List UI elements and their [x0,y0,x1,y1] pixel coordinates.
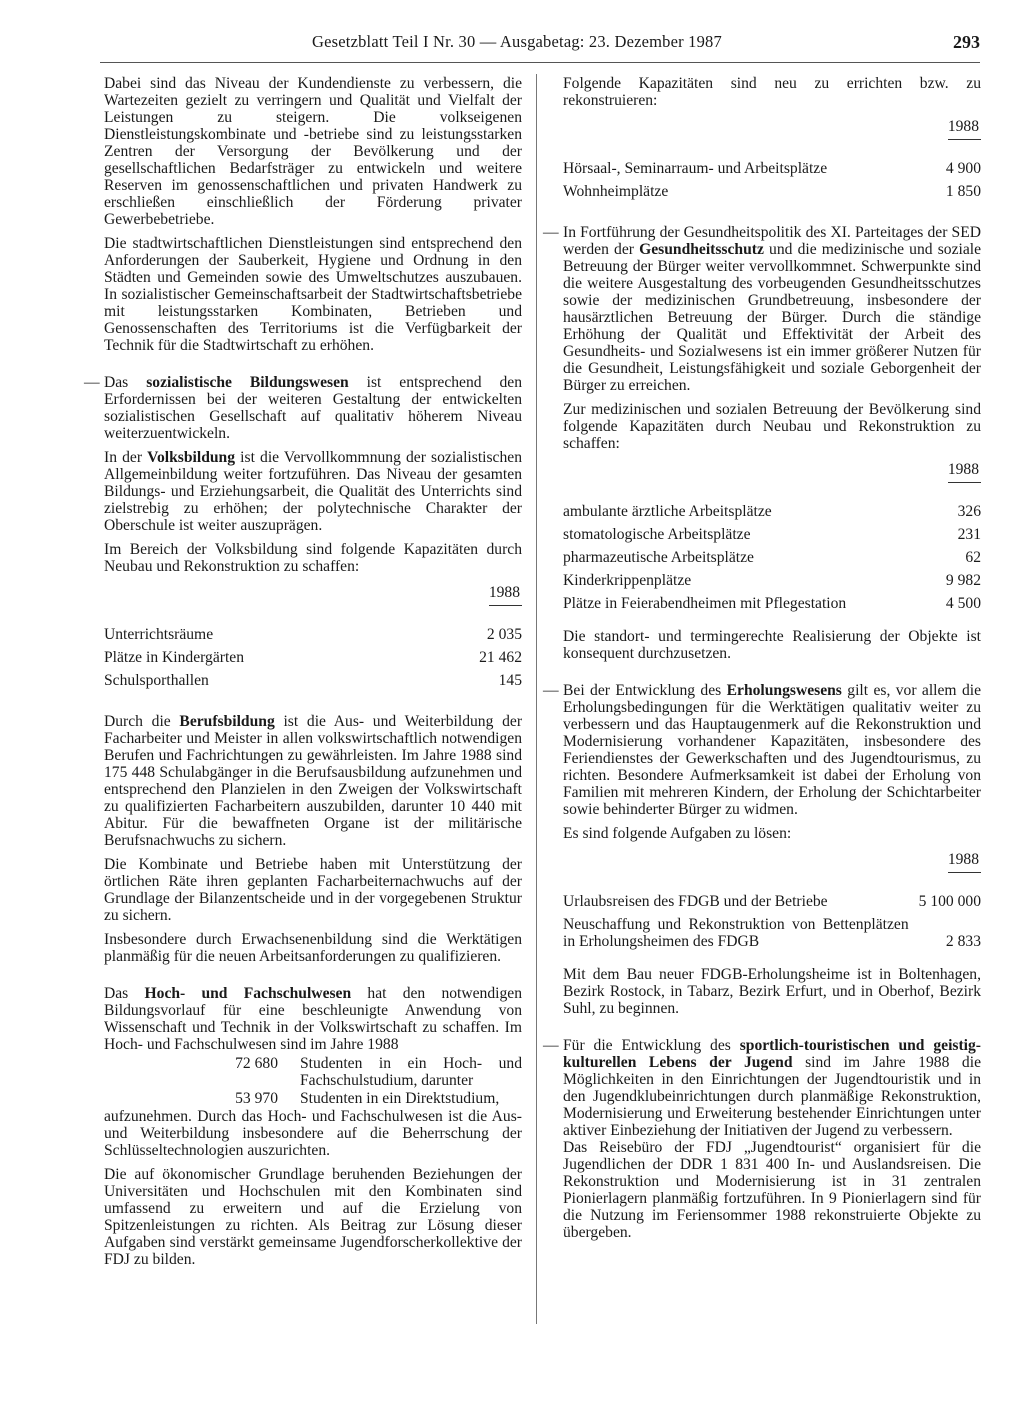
page-number: 293 [953,32,980,52]
paragraph [563,1037,981,1139]
paragraph: Die standort- und termingerechte Realisierung der Objekte ist konsequent durchzusetzen. [563,628,981,662]
capacity-table [104,582,522,693]
dash-marker: — [84,374,100,391]
section-erholungswesen [543,682,982,1017]
student-table [214,1055,522,1108]
row-label: Hörsaal-, Seminarraum- und Arbeitsplätze [563,160,828,177]
table-row [563,891,981,914]
dash-marker: — [543,1037,559,1054]
year-header: 1988 [948,461,981,483]
row-value: 2 833 [945,933,981,950]
paragraph [563,224,981,394]
dash-marker: — [543,224,559,241]
table-row [104,624,522,647]
dash-marker: — [543,682,559,699]
paragraph: Zur medizinischen und sozialen Betreuung der Bevölkerung sind folgende Kapazitäten durch Neubau und Rekonstruktion zu schaffen: [563,401,981,452]
table-row [563,158,981,181]
row-label: Wohnheimplätze [563,183,669,200]
row-value: 5 100 000 [918,893,981,910]
capacity-table [563,116,981,204]
row-value: 231 [957,526,981,543]
page-header [100,32,980,58]
bold-term: Erholungswesens [726,682,842,699]
paragraph: Das Reisebüro der FDJ „Jugendtourist“ organisiert für die Jugendlichen der DDR 1 831 400 In- und Auslandsreisen. Die Rekonstruktion und Modernisierung ist in 31 zentralen Pionierlagern planmäßig fortzuführen. In 9 Pionierlagern sind für die Nutzung im Feriensommer 1988 rekonstruierte Objekte zu übergeben. [563,1139,981,1241]
row-value: 53 970 [235,1090,278,1107]
left-column [84,75,523,1275]
text: ist die Vervollkommnung der sozialistischen Allgemeinbildung weiter fortzuführen. Das Niveau der gesamten Bildungs- und Erziehungsarbeit, die Qualität des Unterrichts sind zielstrebig zu erhöhen; der polytechnische Charakter der Oberschule ist weiter auszuprägen. [104,449,522,534]
paragraph: Im Bereich der Volksbildung sind folgende Kapazitäten durch Neubau und Rekonstruktion zu schaffen: [104,541,522,575]
text: sind im Jahre 1988 die Möglichkeiten in den Einrichtungen der Jugendtouristik und in den Jugendklubeinrichtungen durch planmäßige Rekonstruktion, Modernisierung und Erweiterung bestehender Einrichtungen unter aktiver Einbeziehung der Initiativen der Jugend zu verbessern. [563,1054,981,1139]
page-title: Gesetzblatt Teil I Nr. 30 — Ausgabetag: 23. Dezember 1987 [312,32,722,51]
text: Das [104,374,129,391]
row-value: 72 680 [235,1055,278,1072]
row-label: Kinderkrippenplätze [563,572,692,589]
paragraph: Folgende Kapazitäten sind neu zu errichten bzw. zu rekonstruieren: [563,75,981,109]
row-value: 145 [498,672,522,689]
paragraph: Die stadtwirtschaftlichen Dienstleistungen sind entsprechend den Anforderungen der Sauberkeit, Hygiene und Ordnung in den Städten und Gemeinden sowie des Umweltschutzes auszubauen. In sozialistischer Gemeinschaftsarbeit der Stadtwirtschaftsbetriebe mit leistungsstarken Kombinaten, Betrieben und Genossenschaften des Territoriums ist die Verfügbarkeit der Technik für die Stadtwirtschaft zu erhöhen. [104,235,522,354]
row-label: stomatologische Arbeitsplätze [563,526,751,543]
table-row [563,593,981,616]
paragraph [104,985,522,1053]
paragraph: Es sind folgende Aufgaben zu lösen: [563,825,792,842]
table-row [563,914,981,954]
row-value: 4 900 [945,160,981,177]
text: In der [104,449,143,466]
row-label: pharmazeutische Arbeitsplätze [563,549,754,566]
row-value: 1 850 [945,183,981,200]
paragraph: Mit dem Bau neuer FDGB-Erholungsheime ist in Boltenhagen, Bezirk Rostock, in Tabarz, Bezirk Erfurt, und in Oberhof, Bezirk Suhl, zu beginnen. [563,966,981,1017]
year-header: 1988 [489,584,522,606]
bold-term: Gesundheitsschutz [639,241,764,258]
text: gilt es, vor allem die Erholungsbedingungen für die Werktätigen qualitativ weiter zu verbessern und das Hauptaugenmerk auf die Rekonstruktion und Modernisierung vorhandener Kapazitäten, insbesondere des Feriendienstes der Gewerkschaften und des Jugendtourismus, zu richten. Besondere Aufmerksamkeit ist dabei der Erholung von Familien mit mehreren Kindern, der Erholung der Schichtarbeiter sowie behinderter Bürger zu widmen. [563,682,982,818]
table-row [563,570,981,593]
right-column [543,75,982,1248]
table-row [214,1055,522,1090]
capacity-table [563,459,981,616]
text: hat den notwendigen Bildungsvorlauf für eine beschleunigte Anwendung von Wissenschaft und Technik in der Volkswirtschaft zu schaffen. Im Hoch- und Fachschulwesen sind im Jahre 1988 [104,985,522,1053]
row-value: 326 [957,503,981,520]
section-bildungswesen [84,374,522,693]
header-rule [100,62,980,63]
section-jugend [543,1037,981,1241]
paragraph: Dabei sind das Niveau der Kundendienste zu verbessern, die Wartezeiten gezielt zu verringern und Qualität und Vielfalt der Leistungen zu steigern. Die volkseigenen Dienstleistungskombinate und -betriebe sind zu leistungsstarken Zentren der Versorgung der Bevölkerung und der gesellschaftlichen Bedarfsträger zu entwickeln und weitere Reserven im genossenschaftlichen und privaten Handwerk zu erschließen einschließlich der Förderung privater Gewerbebetriebe. [104,75,522,228]
row-label: Studenten in ein Direktstudium, [300,1090,500,1107]
row-value: 4 500 [945,595,981,612]
text: ist die Aus- und Weiterbildung der Facharbeiter und Meister in allen volkswirtschaftlich notwendigen Berufen und Fachrichtungen zu gewährleisten. Im Jahre 1988 sind 175 448 Schulabgänger in die Berufsausbildung aufzunehmen und entsprechend den Planzielen in den Zweigen der Volkswirtschaft zu qualifizierten Facharbeitern auszubilden, darunter 10 440 mit Abitur. Für die bewaffneten Organe ist der militärische Berufsnachwuchs zu sichern. [104,713,523,849]
row-label: Unterrichtsräume [104,626,214,643]
table-row [563,524,981,547]
row-value: 21 462 [479,649,522,666]
year-header: 1988 [948,118,981,140]
table-row [563,501,981,524]
paragraph: aufzunehmen. Durch das Hoch- und Fachschulwesen ist die Aus- und Weiterbildung insbesondere auf die Beherrschung der Schlüsseltechnologien auszurichten. [104,1108,522,1159]
row-value: 2 035 [486,626,522,643]
paragraph [104,374,522,442]
text: ist entsprechend den Erfordernissen bei der weiteren Gestaltung der entwickelten sozialistischen Gesellschaft auf qualitativ höherem Niveau weiterzuentwickeln. [104,374,522,442]
row-value: 9 982 [945,572,981,589]
table-row [214,1090,522,1108]
paragraph [104,713,522,849]
table-row [104,647,522,670]
text: Das [104,985,129,1002]
row-label: ambulante ärztliche Arbeitsplätze [563,503,772,520]
year-header: 1988 [948,851,981,873]
row-value: 62 [965,549,981,566]
bold-term: sozialistische Bildungswesen [146,374,349,391]
table-row [563,547,981,570]
paragraph [563,682,981,818]
section-hochschulwesen [104,985,522,1268]
text: und die medizinische und soziale Betreuung der Bürger weiter vervollkommnet. Schwerpunkte sind die weitere Ausgestaltung des vorbeugenden Gesundheitsschutzes sowie der medizinischen Grundbetreuung, insbesondere der hausärztlichen Betreuung der Bürger. Durch die ständige Erhöhung der Qualität und Effektivität der Arbeit des Gesundheits- und Sozialwesens ist ein immer größerer Nutzen für die Gesundheit, Leistungsfähigkeit und soziale Geborgenheit der Bürger zu erreichen. [563,241,982,394]
row-label: Urlaubsreisen des FDGB und der Betriebe [563,893,828,910]
bold-term: Hoch- und Fachschulwesen [144,985,352,1002]
row-label: Studenten in ein Hoch- und Fachschulstudium, darunter [300,1055,522,1089]
row-label: Plätze in Feierabendheimen mit Pflegestation [563,595,847,612]
text: Durch die [104,713,171,730]
row-label: Neuschaffung und Rekonstruktion von Bettenplätzen in Erholungsheimen des FDGB [563,916,909,950]
bold-term: Berufsbildung [179,713,275,730]
text: In Fortführung der Gesundheitspolitik des XI. Parteitages der SED werden der [563,224,981,258]
paragraph [104,449,522,534]
section-berufsbildung [104,713,522,965]
table-row [104,670,522,693]
text: Bei der Entwicklung des [563,682,722,699]
table-row [563,181,981,204]
paragraph: Die auf ökonomischer Grundlage beruhenden Beziehungen der Universitäten und Hochschulen mit den Kombinaten sind umfassend zu erweitern und auf die Erzielung von Spitzenleistungen zu richten. Als Beitrag zur Lösung dieser Aufgaben sind verstärkt gemeinsame Jugendforscherkollektive der FDJ zu bilden. [104,1166,522,1268]
bold-term: sportlich-touristischen und geistig-kulturellen Lebens der Jugend [563,1037,981,1071]
section-gesundheitsschutz [543,224,982,662]
paragraph: Insbesondere durch Erwachsenenbildung sind die Werktätigen planmäßig für die neuen Arbeitsanforderungen zu qualifizieren. [104,931,522,965]
row-label: Schulsporthallen [104,672,209,689]
paragraph: Die Kombinate und Betriebe haben mit Unterstützung der örtlichen Räte ihren geplanten Facharbeiternachwuchs auf der Grundlage der Bilanzentscheide und in der vorgegebenen Struktur zu sichern. [104,856,522,924]
row-label: Plätze in Kindergärten [104,649,245,666]
column-divider [536,74,537,1324]
bold-term: Volksbildung [147,449,236,466]
capacity-table [563,849,981,954]
text: Für die Entwicklung des [563,1037,731,1054]
